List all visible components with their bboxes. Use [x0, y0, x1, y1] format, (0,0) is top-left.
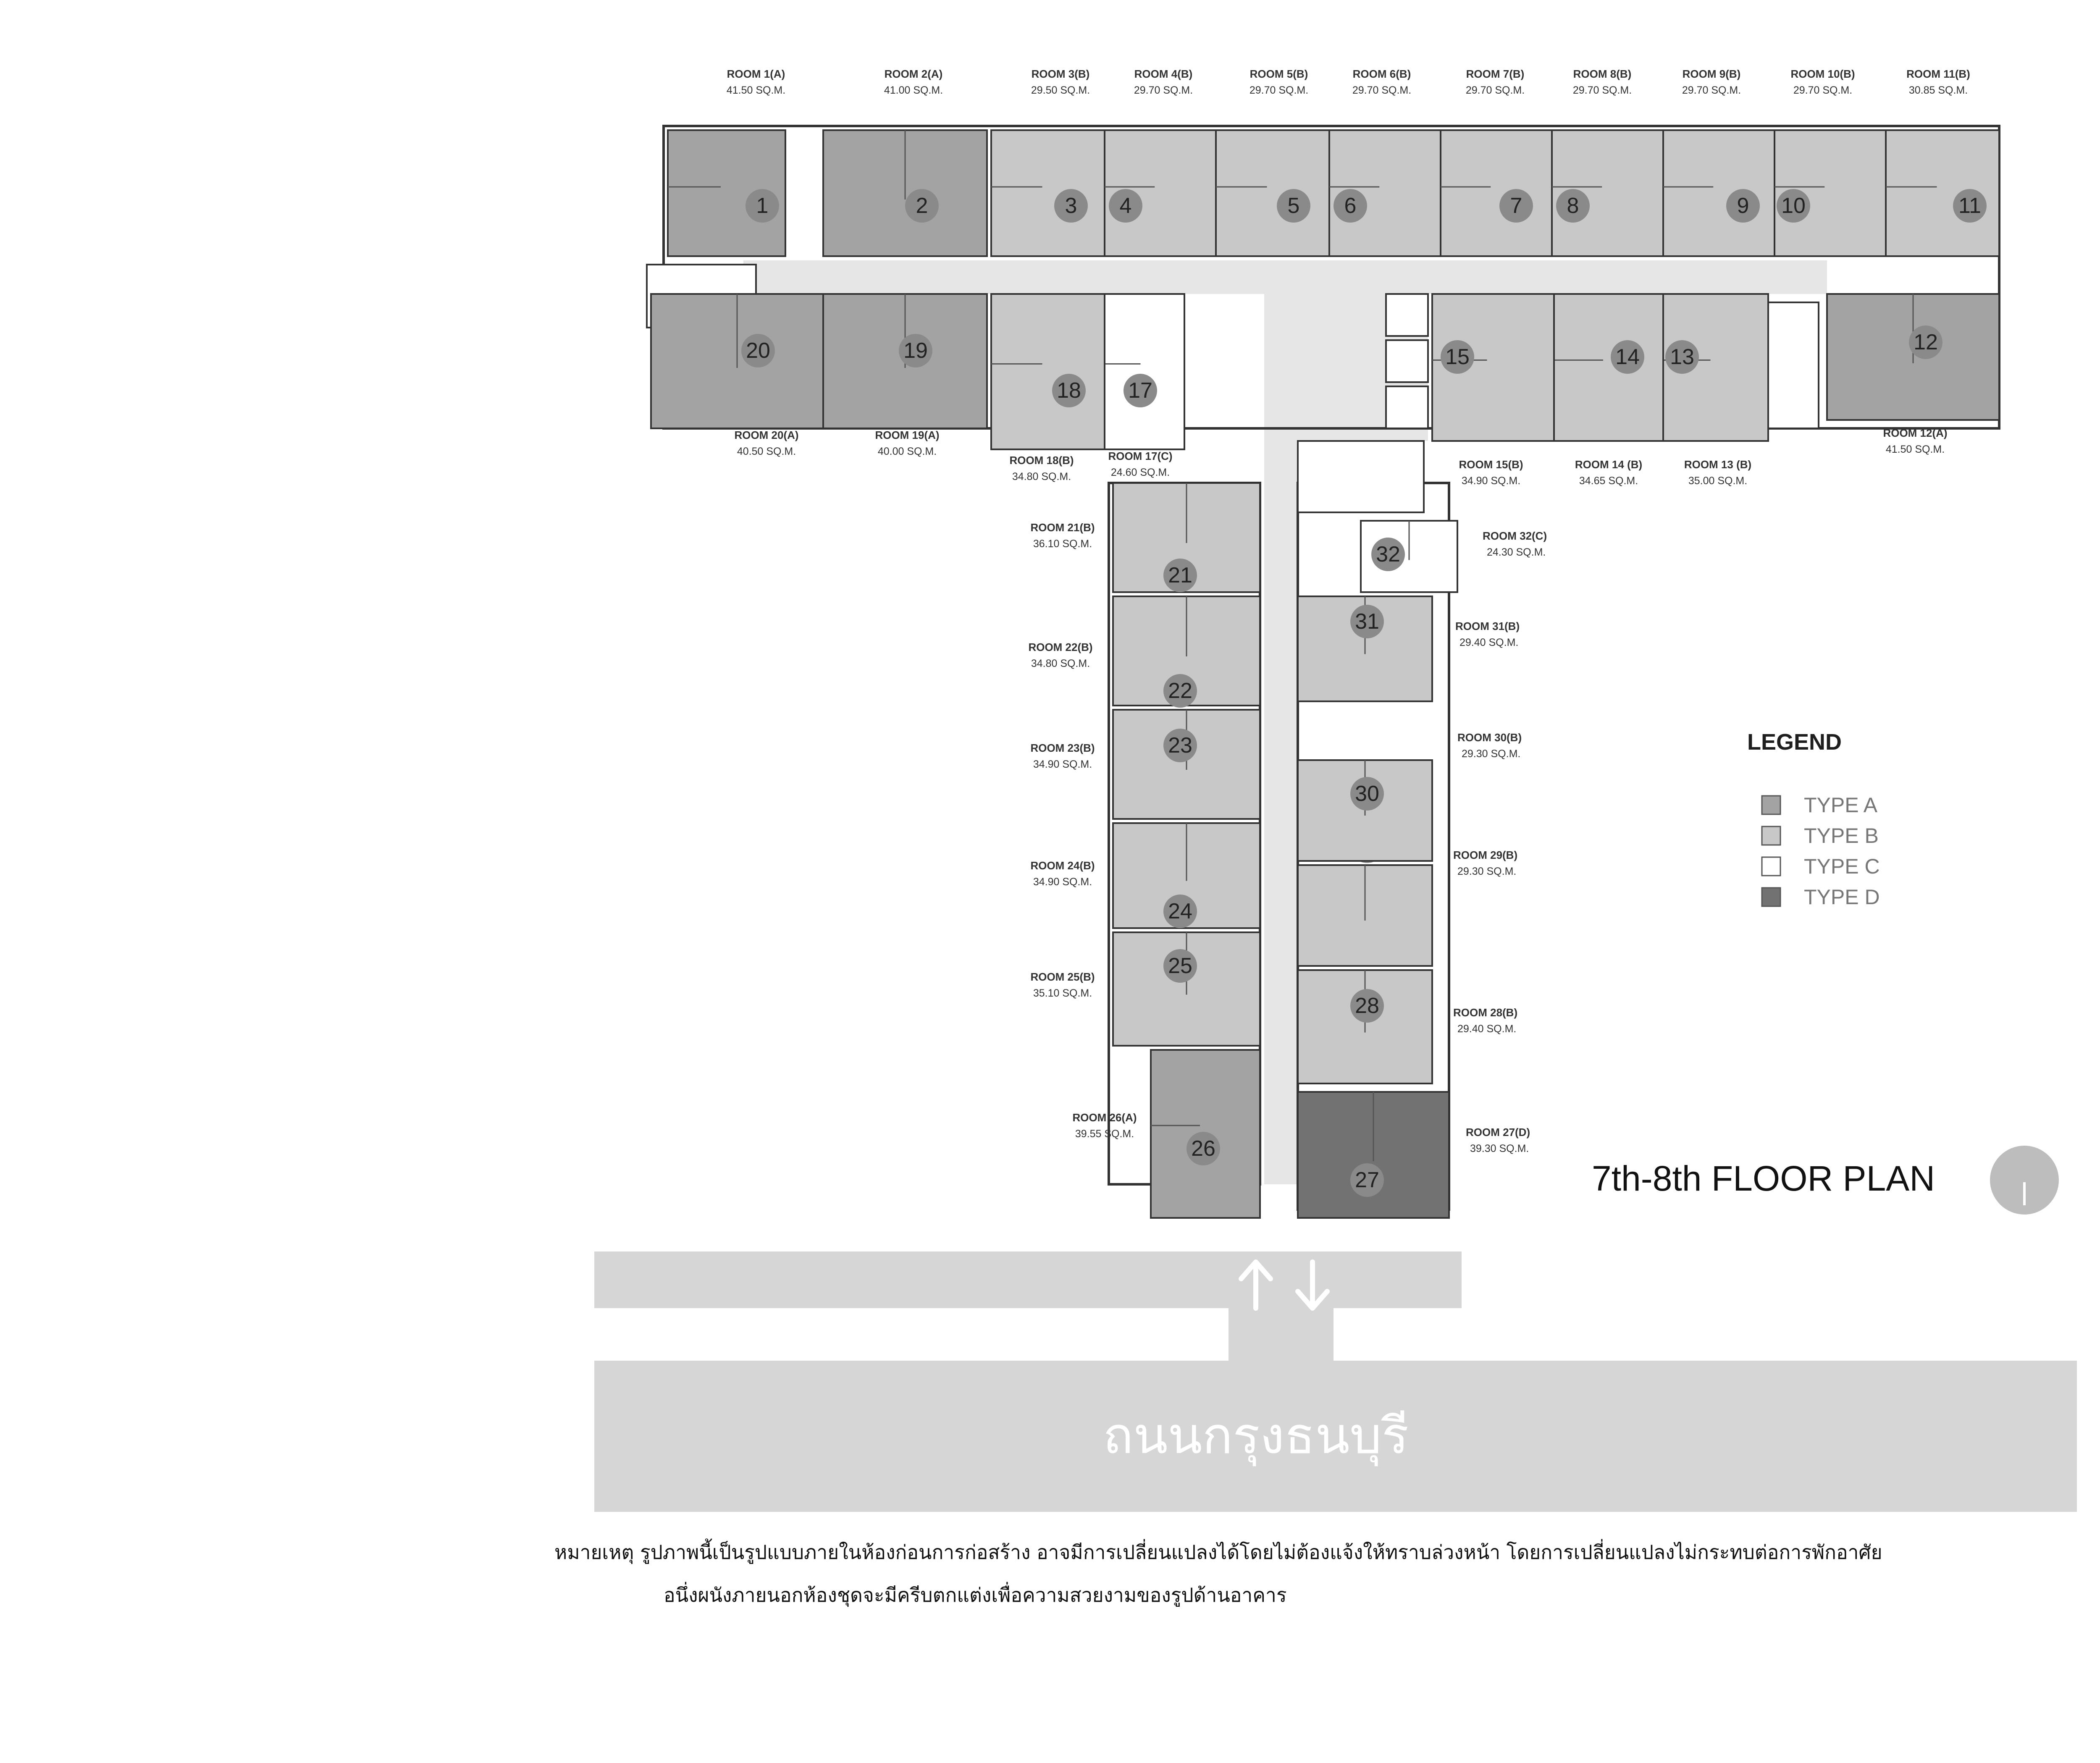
room-number: 21 — [1168, 563, 1192, 588]
room-number: 24 — [1168, 899, 1192, 923]
room-name: ROOM 24(B) — [1030, 859, 1095, 872]
room-number: 10 — [1781, 194, 1806, 218]
room-name: ROOM 29(B) — [1453, 849, 1518, 861]
room-18 — [991, 294, 1105, 449]
room-number: 1 — [756, 194, 769, 218]
room-name: ROOM 21(B) — [1030, 521, 1095, 534]
room-area: 29.40 SQ.M. — [1457, 1023, 1517, 1035]
room-name: ROOM 3(B) — [1031, 68, 1090, 80]
room-area: 29.70 SQ.M. — [1352, 84, 1412, 96]
room-number: 28 — [1355, 994, 1379, 1018]
room-number: 12 — [1914, 330, 1938, 354]
room-area: 29.30 SQ.M. — [1462, 748, 1521, 760]
room-name: ROOM 18(B) — [1009, 454, 1074, 467]
room-area: 35.10 SQ.M. — [1033, 987, 1092, 999]
legend — [1747, 729, 1880, 909]
room-number: 26 — [1191, 1136, 1215, 1161]
room-name: ROOM 22(B) — [1028, 641, 1093, 653]
room-area: 39.30 SQ.M. — [1470, 1143, 1529, 1154]
room-number: 17 — [1128, 378, 1152, 403]
drive-lane — [594, 1251, 1462, 1308]
legend-label: TYPE D — [1804, 885, 1880, 909]
legend-swatch — [1762, 888, 1780, 906]
site-roads — [594, 1251, 2077, 1512]
room-number: 2 — [916, 194, 928, 218]
room-area: 29.30 SQ.M. — [1457, 866, 1517, 877]
room-11 — [1886, 130, 1999, 256]
room-number: 6 — [1344, 194, 1357, 218]
room-number: 32 — [1376, 542, 1400, 567]
room-area: 34.65 SQ.M. — [1579, 475, 1638, 487]
room-name: ROOM 30(B) — [1457, 731, 1522, 744]
room-17 — [1105, 294, 1184, 449]
room-number: 25 — [1168, 954, 1192, 978]
drive-connector — [1228, 1306, 1334, 1361]
room-number: 14 — [1615, 345, 1640, 369]
room-name: ROOM 28(B) — [1453, 1006, 1518, 1019]
road-name: ถนนกรุงธนบุรี — [1102, 1408, 1409, 1464]
room-area: 30.85 SQ.M. — [1908, 84, 1968, 96]
legend-title: LEGEND — [1747, 729, 1842, 755]
room-area: 34.90 SQ.M. — [1461, 475, 1521, 487]
room-7 — [1441, 130, 1552, 256]
room-name: ROOM 4(B) — [1134, 68, 1193, 80]
room-9 — [1663, 130, 1774, 256]
room-number: 31 — [1355, 609, 1379, 634]
room-area: 40.00 SQ.M. — [877, 446, 937, 457]
room-area: 29.50 SQ.M. — [1031, 84, 1090, 96]
room-name: ROOM 6(B) — [1352, 68, 1411, 80]
stair-core — [1298, 441, 1424, 512]
room-name: ROOM 13 (B) — [1684, 458, 1752, 471]
room-area: 41.50 SQ.M. — [726, 84, 786, 96]
room-area: 24.60 SQ.M. — [1110, 467, 1170, 478]
room-name: ROOM 11(B) — [1906, 68, 1970, 80]
room-number: 3 — [1065, 194, 1077, 218]
legend-label: TYPE C — [1804, 855, 1880, 878]
room-area: 29.40 SQ.M. — [1460, 637, 1519, 648]
spine-corridor — [1264, 260, 1298, 1184]
room-number: 18 — [1057, 378, 1081, 403]
room-name: ROOM 12(A) — [1883, 427, 1948, 439]
room-area: 40.50 SQ.M. — [737, 446, 796, 457]
room-number: 30 — [1355, 782, 1379, 806]
room-area: 34.90 SQ.M. — [1033, 876, 1092, 888]
legend-swatch — [1762, 826, 1780, 845]
room-area: 34.80 SQ.M. — [1012, 471, 1071, 483]
room-name: ROOM 9(B) — [1682, 68, 1741, 80]
note-line-2: อนึ่งผนังภายนอกห้องชุดจะมีครีบตกแต่งเพื่อความสวยงามของรูปด้านอาคาร — [664, 1584, 1287, 1606]
room-area: 41.00 SQ.M. — [884, 84, 943, 96]
room-name: ROOM 2(A) — [884, 68, 943, 80]
room-name: ROOM 27(D) — [1466, 1126, 1530, 1139]
legend-swatch — [1762, 796, 1780, 814]
room-name: ROOM 20(A) — [734, 429, 799, 441]
stair-east — [1768, 302, 1819, 428]
room-number: 11 — [1958, 194, 1981, 218]
room-area: 34.80 SQ.M. — [1031, 658, 1090, 669]
room-area: 36.10 SQ.M. — [1033, 538, 1092, 550]
room-5 — [1216, 130, 1329, 256]
room-area: 29.70 SQ.M. — [1134, 84, 1193, 96]
room-name: ROOM 19(A) — [875, 429, 940, 441]
room-area: 29.70 SQ.M. — [1465, 84, 1525, 96]
legend-swatch — [1762, 857, 1780, 876]
room-name: ROOM 15(B) — [1459, 458, 1523, 471]
room-name: ROOM 26(A) — [1072, 1111, 1137, 1124]
plan-title: 7th-8th FLOOR PLAN — [1592, 1159, 1935, 1198]
room-number: 23 — [1168, 733, 1192, 758]
room-area: 29.70 SQ.M. — [1682, 84, 1741, 96]
note-line-1: หมายเหตุ รูปภาพนี้เป็นรูปแบบภายในห้องก่อนการก่อสร้าง อาจมีการเปลี่ยนแปลงได้โดยไม่ต้องแจ้งให้ทราบล่วงหน้า โดยการเปลี่ยนแปลงไม่กระทบต่อการพักอาศัย — [554, 1541, 1882, 1564]
lift-3 — [1386, 386, 1428, 428]
room-area: 41.50 SQ.M. — [1885, 443, 1945, 455]
room-area: 39.55 SQ.M. — [1075, 1128, 1134, 1140]
legend-label: TYPE A — [1804, 793, 1878, 817]
room-name: ROOM 32(C) — [1483, 530, 1547, 542]
room-number: 4 — [1119, 194, 1132, 218]
legend-items — [1762, 793, 1880, 909]
room-number: 13 — [1670, 345, 1694, 369]
room-area: 29.70 SQ.M. — [1793, 84, 1853, 96]
room-number: 15 — [1445, 345, 1470, 369]
room-number: 7 — [1510, 194, 1522, 218]
room-name: ROOM 7(B) — [1466, 68, 1525, 80]
room-number: 9 — [1737, 194, 1749, 218]
room-number: 22 — [1168, 679, 1192, 703]
room-name: ROOM 10(B) — [1790, 68, 1855, 80]
room-name: ROOM 31(B) — [1455, 620, 1520, 632]
room-3 — [991, 130, 1105, 256]
room-name: ROOM 23(B) — [1030, 742, 1095, 754]
room-number: 5 — [1287, 194, 1300, 218]
room-number: 20 — [746, 338, 770, 363]
lift-2 — [1386, 340, 1428, 382]
room-name: ROOM 5(B) — [1250, 68, 1308, 80]
room-name: ROOM 14 (B) — [1575, 458, 1643, 471]
lift-1 — [1386, 294, 1428, 336]
room-area: 29.70 SQ.M. — [1249, 84, 1309, 96]
room-name: ROOM 1(A) — [727, 68, 785, 80]
room-area: 29.70 SQ.M. — [1572, 84, 1632, 96]
legend-label: TYPE B — [1804, 824, 1879, 847]
room-area: 24.30 SQ.M. — [1487, 546, 1546, 558]
room-14 — [1554, 294, 1663, 441]
room-name: ROOM 25(B) — [1030, 971, 1095, 983]
north-arrow-icon — [1990, 1146, 2059, 1215]
room-number: 27 — [1355, 1168, 1379, 1192]
room-area: 35.00 SQ.M. — [1688, 475, 1748, 487]
room-number: 19 — [903, 338, 928, 363]
room-name: ROOM 17(C) — [1108, 450, 1173, 462]
room-area: 34.90 SQ.M. — [1033, 758, 1092, 770]
room-name: ROOM 8(B) — [1573, 68, 1632, 80]
room-number: 8 — [1567, 194, 1579, 218]
